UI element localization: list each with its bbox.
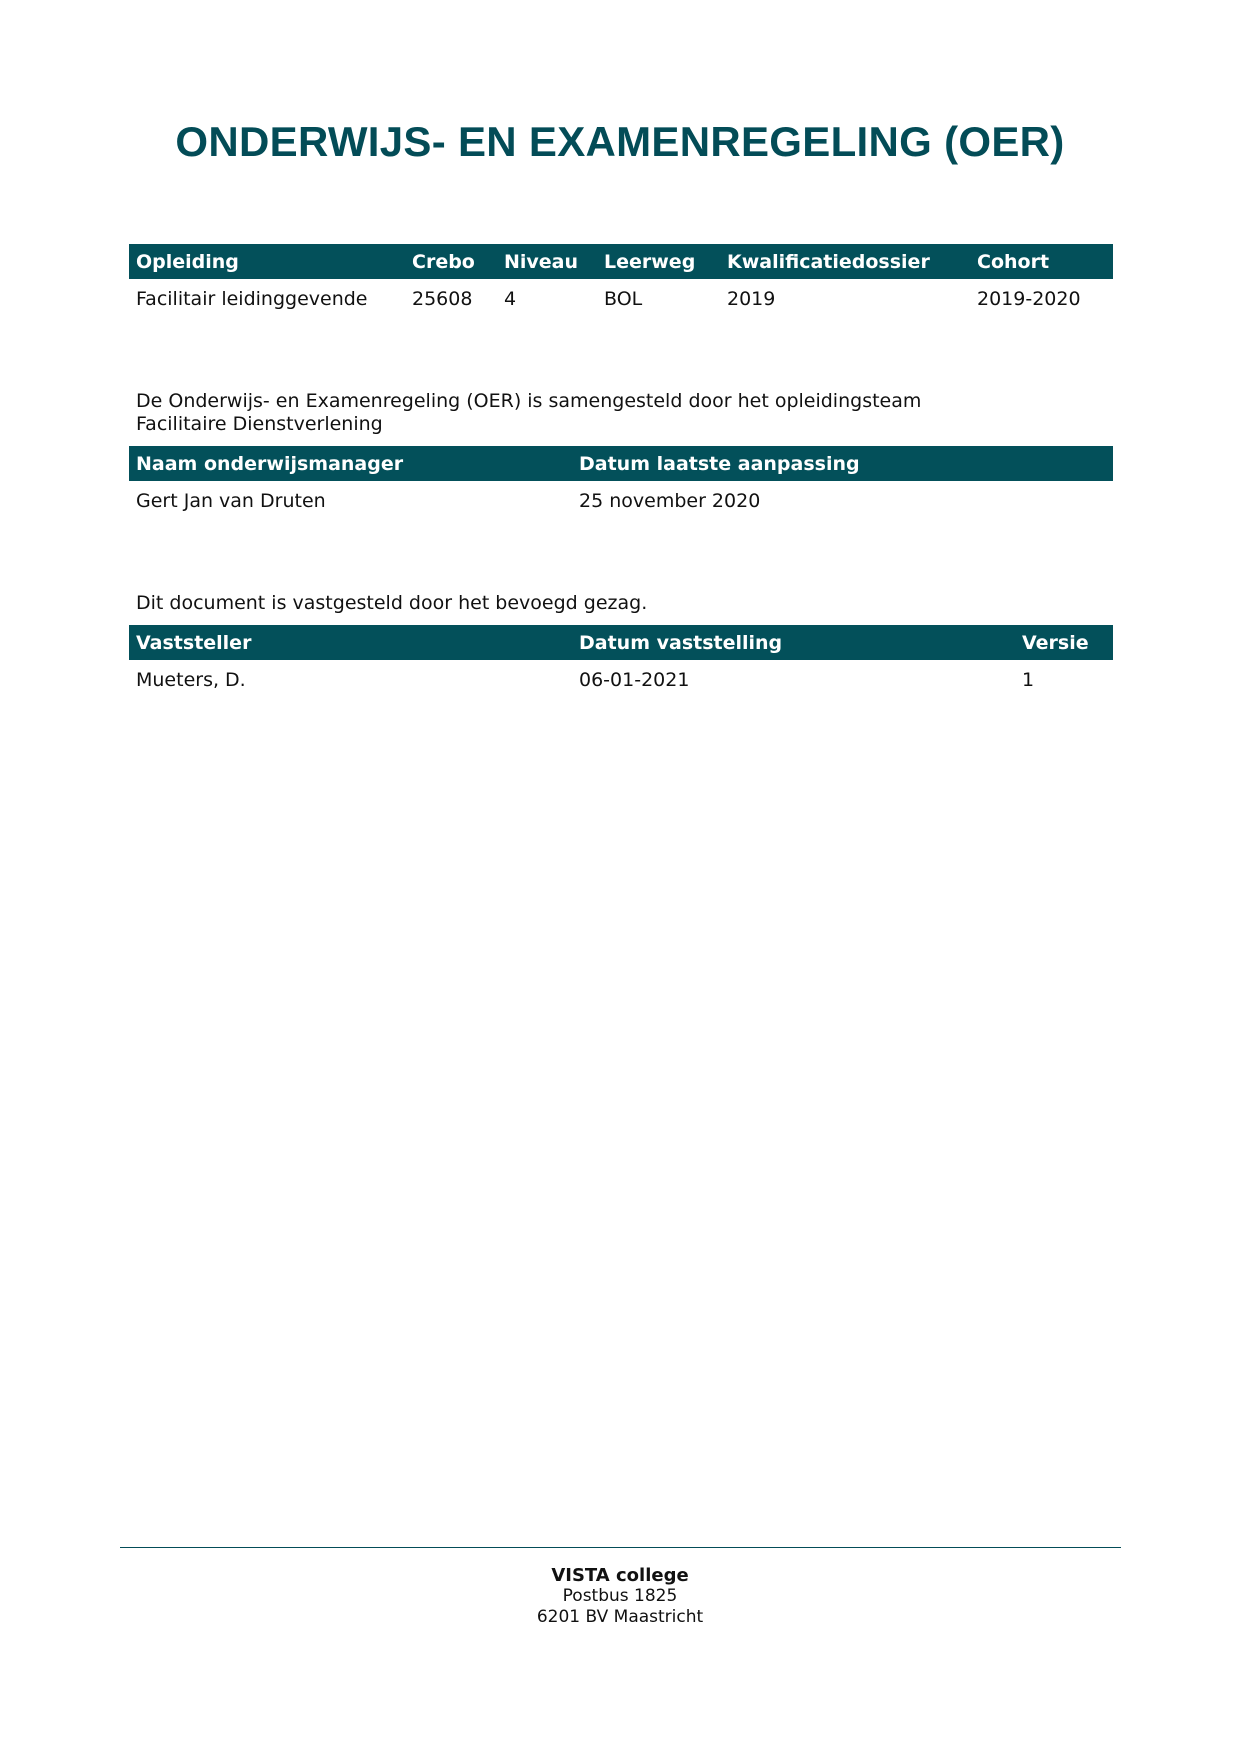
manager-table: [129, 446, 1113, 521]
header-opleiding: Opleiding: [129, 244, 405, 279]
table-row: [129, 279, 1113, 319]
cell-opleiding: Facilitair leidinggevende: [136, 288, 368, 310]
table-header-row: [129, 244, 1113, 279]
header-crebo: Crebo: [405, 244, 497, 279]
table-header-row: [129, 625, 1113, 660]
cell-versie: 1: [1022, 669, 1035, 691]
cell-cohort: 2019-2020: [977, 288, 1081, 310]
header-kwalificatiedossier: Kwalificatiedossier: [720, 244, 970, 279]
table-row: [129, 660, 1113, 700]
cell-vaststeller: Mueters, D.: [136, 669, 246, 691]
footer-address-line-2: 6201 BV Maastricht: [536, 1607, 704, 1627]
header-datum-vaststelling: Datum vaststelling: [572, 625, 1015, 660]
header-niveau: Niveau: [497, 244, 597, 279]
header-vaststeller: Vaststeller: [129, 625, 572, 660]
cell-manager-name: Gert Jan van Druten: [136, 490, 326, 512]
header-datum-laatste-aanpassing: Datum laatste aanpassing: [572, 446, 1113, 481]
header-versie: Versie: [1015, 625, 1113, 660]
cell-leerweg: BOL: [604, 288, 643, 310]
composition-paragraph: De Onderwijs- en Examenregeling (OER) is samengesteld door het opleidingsteam Facilitaire Dienstverlening: [136, 390, 922, 435]
footer-address-line-1: Postbus 1825: [562, 1586, 678, 1606]
program-info-table: [129, 244, 1113, 319]
cell-datum-vaststelling: 06-01-2021: [579, 669, 690, 691]
header-cohort: Cohort: [970, 244, 1113, 279]
cell-niveau: 4: [504, 288, 517, 310]
document-title: ONDERWIJS- EN EXAMENREGELING (OER): [175, 118, 1065, 165]
establishment-table: [129, 625, 1113, 700]
cell-crebo: 25608: [412, 288, 473, 310]
footer-organization: VISTA college: [551, 1565, 689, 1586]
cell-last-modified-date: 25 november 2020: [579, 490, 761, 512]
header-leerweg: Leerweg: [597, 244, 720, 279]
header-naam-onderwijsmanager: Naam onderwijsmanager: [129, 446, 572, 481]
footer: [0, 1565, 1240, 1628]
table-header-row: [129, 446, 1113, 481]
established-paragraph: Dit document is vastgesteld door het bevoegd gezag.: [136, 592, 648, 614]
cell-kwalificatiedossier: 2019: [727, 288, 776, 310]
footer-divider: [120, 1547, 1121, 1548]
table-row: [129, 481, 1113, 521]
